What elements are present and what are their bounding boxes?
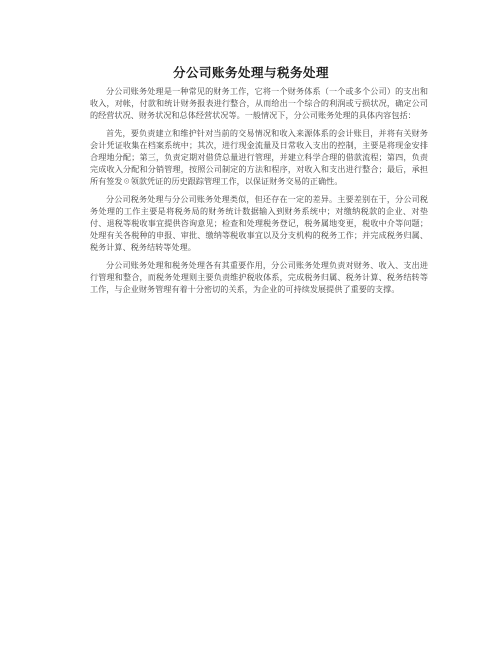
paragraph-accounting-steps: 首先，要负责建立和维护针对当前的交易情况和收入来源体系的会计账目，并将有关财务会计凭证收集在档案系统中；其次，进行现金流量及日常收入支出的控制，主要是将现金安排合理地分配；第三，负责定期对借贷总量进行管理，并建立科学合理的借款流程；第四，负责完成收入分配和分销管理，按照公司制定的方法和程序，对收入和支出进行整合；最后，承担所有签发☉领款凭证的历史跟踪管理工作，以保证财务交易的正确性。	[90, 127, 428, 187]
paragraph-intro: 分公司账务处理是一种常见的财务工作，它将一个财务体系（一个或多个公司）的支出和收入，对帐，付款和统计财务报表进行整合，从而给出一个综合的利润或亏损状况，确定公司的经营状况、财务状况和总体经营状况等。一般情况下，分公司账务处理的具体内容包括：	[90, 86, 428, 121]
document-body	[90, 85, 428, 301]
paragraph-tax-processing: 分公司税务处理与分公司账务处理类似，但还存在一定的差异。主要差别在于，分公司税务处理的工作主要是将税务局的财务统计数据输入到财务系统中；对缴纳税款的企业、对垫付、退税等税收事宜提供咨询意见；检查和处理税务登记，税务属地变更，税收中介等问题；处理有关各税种的申报、审批、缴纳等税收事宜以及分支机构的税务工作；并完成税务归属、税务计算、税务结转等处理。	[90, 193, 428, 253]
paragraph-conclusion: 分公司账务处理和税务处理各有其重要作用，分公司账务处理负责对财务、收入、支出进行管理和整合，而税务处理则主要负责维护税收体系，完成税务归属、税务计算、税务结转等工作，与企业财务管理有着十分密切的关系，为企业的可持续发展提供了重要的支撑。	[90, 259, 428, 294]
document-title: 分公司账务处理与税务处理	[172, 65, 329, 80]
